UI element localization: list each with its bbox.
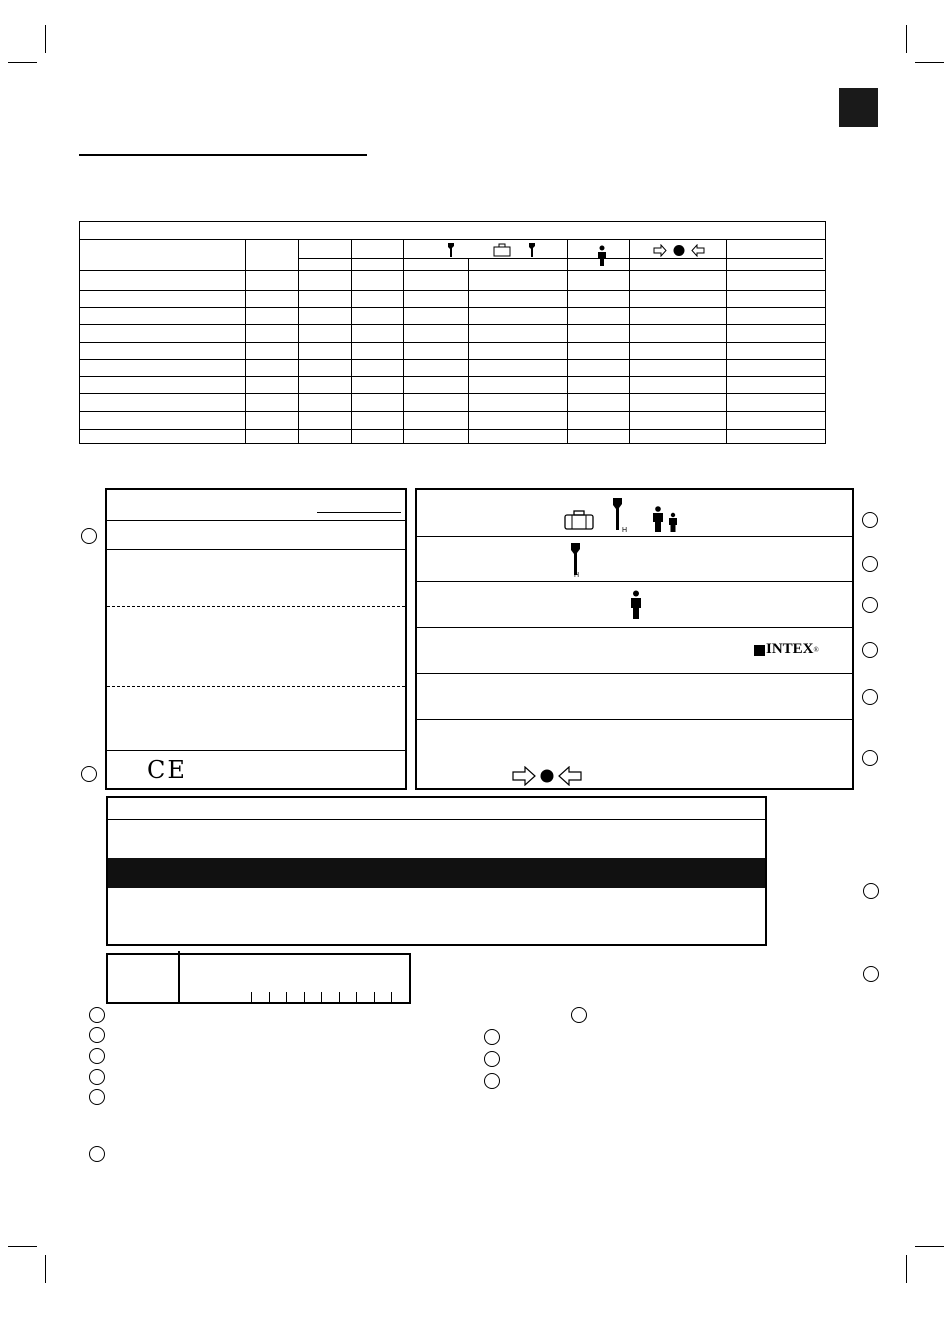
intex-logo xyxy=(754,641,819,658)
bag-icon xyxy=(493,243,511,257)
ruler-divider xyxy=(178,951,180,1002)
callout-circle xyxy=(862,556,878,572)
callout-circle xyxy=(862,512,878,528)
bag-icon xyxy=(564,510,594,530)
panel-rule xyxy=(417,719,852,720)
callout-circle xyxy=(862,689,878,705)
panel-rule xyxy=(417,536,852,537)
ruler-tick xyxy=(356,992,357,1002)
crop-mark-tr-v xyxy=(906,25,907,53)
ruler-tick xyxy=(391,992,392,1002)
legend-circle xyxy=(89,1027,105,1043)
intex-logo-mark xyxy=(754,645,765,656)
legend-circle xyxy=(89,1089,105,1105)
legend-circle xyxy=(89,1146,105,1162)
legend-circle xyxy=(484,1029,500,1045)
panel-rule xyxy=(417,673,852,674)
ruler-tick xyxy=(339,992,340,1002)
label-panel-bottom xyxy=(106,796,767,946)
language-tab xyxy=(839,88,878,127)
table-col-rule xyxy=(468,258,469,443)
legend-circle xyxy=(571,1007,587,1023)
table-rule xyxy=(80,342,825,343)
label-panel-left xyxy=(105,488,407,790)
person-height-icon xyxy=(569,542,585,578)
table-col-rule xyxy=(629,239,630,443)
person-height-icon xyxy=(611,497,627,533)
crop-mark-tr-h xyxy=(915,62,944,63)
panel-rule xyxy=(107,549,405,550)
table-rule xyxy=(80,376,825,377)
table-rule xyxy=(80,324,825,325)
table-rule xyxy=(80,359,825,360)
spec-table xyxy=(79,221,826,444)
panel-rule xyxy=(108,819,765,820)
callout-circle xyxy=(862,597,878,613)
table-col-rule xyxy=(403,239,404,443)
callout-circle xyxy=(81,528,97,544)
table-col-rule xyxy=(351,239,352,443)
ruler-tick xyxy=(251,992,252,1002)
table-col-rule xyxy=(567,239,568,443)
table-col-rule xyxy=(245,239,246,443)
adult-child-icon xyxy=(651,506,681,533)
ruler-tick xyxy=(304,992,305,1002)
callout-circle xyxy=(862,750,878,766)
table-rule xyxy=(299,258,823,259)
callout-circle xyxy=(862,642,878,658)
ruler-tick xyxy=(321,992,322,1002)
callout-circle xyxy=(863,966,879,982)
callout-circle xyxy=(863,883,879,899)
table-rule xyxy=(80,270,825,271)
table-col-rule xyxy=(726,239,727,443)
person-height-icon xyxy=(446,242,456,258)
panel-rule xyxy=(417,627,852,628)
ruler-tick xyxy=(269,992,270,1002)
table-rule xyxy=(80,307,825,308)
person-icon xyxy=(629,590,643,620)
intex-logo-text: INTEX xyxy=(766,641,814,657)
ruler-box xyxy=(106,953,411,1004)
person-height-icon xyxy=(527,242,537,258)
crop-mark-tl-h xyxy=(8,62,37,63)
svg-text:H: H xyxy=(622,527,627,533)
panel-rule xyxy=(107,750,405,751)
panel-dashed-rule xyxy=(107,606,405,607)
table-col-rule xyxy=(298,239,299,443)
crop-mark-tl-v xyxy=(45,25,46,53)
panel-rule xyxy=(107,520,405,521)
crop-mark-br-h xyxy=(915,1246,944,1247)
table-rule xyxy=(80,429,825,430)
label-underline xyxy=(317,512,401,513)
legend-circle xyxy=(484,1073,500,1089)
legend-circle xyxy=(89,1007,105,1023)
table-rule xyxy=(80,290,825,291)
registered-mark: ® xyxy=(813,645,819,654)
black-band xyxy=(108,858,765,888)
crop-mark-bl-v xyxy=(45,1255,46,1283)
person-icon xyxy=(596,245,608,267)
table-rule xyxy=(80,393,825,394)
crop-mark-br-v xyxy=(906,1255,907,1283)
svg-text:H: H xyxy=(574,572,580,578)
label-panel-right xyxy=(415,488,854,790)
legend-circle xyxy=(89,1048,105,1064)
legend-circle xyxy=(89,1069,105,1085)
ruler-tick xyxy=(286,992,287,1002)
panel-rule xyxy=(417,581,852,582)
ruler-tick xyxy=(374,992,375,1002)
table-rule xyxy=(80,411,825,412)
pressure-arrows-icon xyxy=(653,244,705,257)
ce-mark-icon: CE xyxy=(147,756,187,784)
callout-circle xyxy=(81,766,97,782)
pressure-arrows-icon xyxy=(512,766,582,786)
crop-mark-bl-h xyxy=(8,1246,37,1247)
panel-dashed-rule xyxy=(107,686,405,687)
table-rule xyxy=(80,239,825,240)
title-underline xyxy=(79,154,367,156)
legend-circle xyxy=(484,1051,500,1067)
